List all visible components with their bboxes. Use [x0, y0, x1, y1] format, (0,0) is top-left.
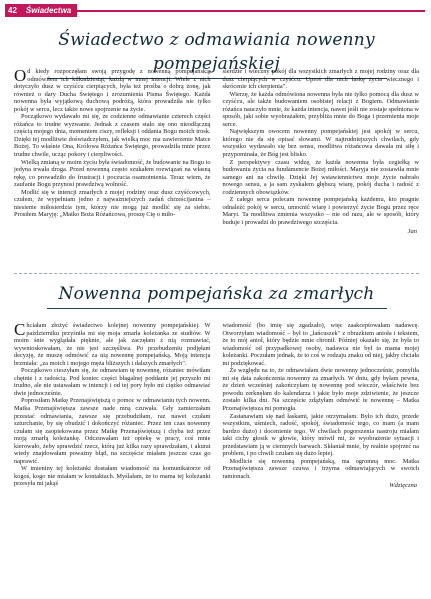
paragraph: Wierzę, że każda odmówiona nowenna była nie tylko pomocą dla dusz w czyśćcu, ale także budowaniem osobistej relacji z Bogiem. Odmawianie różańca nauczyło mnie, że każda intencja, nawet jeśli nie zostaje spełniona w sposób, jaki sobie wyobrażałem, przybliża mnie do Boga i przemienia moje serce.	[222, 90, 419, 128]
header-rule	[77, 10, 425, 12]
page-header	[0, 0, 431, 21]
article-title: Nowenna pompejańska za zmarłych	[47, 282, 387, 309]
page-number: 42	[5, 4, 20, 17]
paragraph: Początkowo cieszyłam się, że odmawiam tę nowennę, różaniec mówiłam chętnie i z radością. Pod koniec części błagalnej poddanie jej przyszło mi trudno, ale nie ustawałam w intencji i od tej pory było mi ciężko odmawiać dwie jednocześnie.	[14, 367, 211, 397]
paragraph: Poprosiłam Matkę Przenajświętszą o pomoc w odmawianiu tych nowenn. Matka Przenajświętsza zawsze nade mną czuwała. Gdy zamierzałam przestać odmawiania, zawsze się przebudziłam, raz nawet czułam szturchanie, by się obudzić i dokończyć różaniec. Przez ten czas nowenny czułam się zaopiekowana przez Matkę Przenajświętszą i chyba też przez moją zmarłą koleżankę. Odczuwałam też opiekę w pracy, coś mnie kierowało, żeby sprawdzić rzecz, którą już kilka razy sprawdzałam, i akurat wtedy znajdowałam poważny błąd, na szczęście miałam jeszcze czas go naprawić.	[14, 397, 211, 465]
paragraph: Wielką zmianą w moim życiu była świadomość, że budowanie na Bogu to jedyna trwała droga. Przed nowenną często szukałem rozwiązań na własną rękę, co prowadziło do frustracji i poczucia osamotnienia. Teraz wiem, że zaufanie Bogu przynosi prawdziwą wolność.	[14, 158, 211, 189]
article-title: Świadectwo z odmawiania nowenny pompejańskiej	[47, 28, 387, 79]
drop-cap: O	[14, 66, 27, 85]
paragraph: Zastanawiam się nad łaskami, jakie otrzymałam. Było ich dużo, przede wszystkim, uśmiech, radość, spokój, świadomość tego, co mam (a mam bardzo dużo) i docenienie tego. W chwilach pogorszenia nastroju miałam taki cichy głosik w głowie, który mówił mi, że wyobrażenie sytuacji i przedstawiam ją w ciemnych barwach. Skłaniał mnie, by realnie spojrzeć na problem, i po chwili czułam się dużo lepiej.	[222, 412, 419, 458]
paragraph: Od kiedy rozpoczęłam swoją przygodę z nowenną pompejańską, odmówiłem ich kilkadziesiąt, każdą w innej intencji. Wiele z nich dotyczyło dusz w czyśćcu cierpiących, była też prośba o dobrą żonę, jak również o dary Ducha Świętego i zrozumienia Pisma Świętego. Każda nowenna była wyjątkową duchową podróżą, która prowadziła nie tylko pokój w sercu, lecz także nowe spojrzenie na życie.	[14, 66, 211, 113]
article-column-left	[14, 322, 211, 490]
paragraph: Największym owocem nowenny pompejańskiej jest spokój w sercu, którego nie da się opisać słowami. W najtrudniejszych chwilach, gdy wszystko wydawało się bez sensu, modlitwa różańcowa dawała mi siłę i przypominała, że Bóg jest blisko.	[222, 128, 419, 159]
author-signature: Jan	[407, 228, 417, 236]
paragraph: Z perspektywy czasu widzę, że każda nowenna była cegiełką w budowaniu życia na fundamencie Bożej miłości. Maryja nie zostawiła mnie samego ani na chwilę. Dzięki Jej wstawiennictwu moje życie nabrało nowego sensu, a ja sam zyskałem głębszą wiarę, pokój ducha i radość z codziennych obowiązków.	[222, 158, 419, 196]
drop-cap: C	[14, 320, 26, 339]
article-column-right	[223, 68, 420, 236]
author-signature: Wdzięczna	[389, 482, 417, 490]
article-divider	[14, 273, 419, 274]
paragraph: Chciałam złożyć świadectwo kolejnej nowenny pompejańskiej. W październiku przyśniła mi się moja zmarła koleżanka ze studiów. W moim śnie wyglądała pięknie, ale jak zaczęłam z nią rozmawiać, wywnioskowałam, że nie jest szczęśliwa. Po przebudzeniu podjęłam decyzję, że muszę odmówić za nią nowennę pompejańską. Moją intencja brzmiała: „za moich i mojego męża bliższych i dalszych zmarłych".	[14, 320, 211, 367]
paragraph: sierdzie i wieczny pokój dla wszystkich zmarłych z mojej rodziny oraz dla dusz cierpiących w czyśćcu. Uproś dla nich łaskę życia wiecznego i skrócenie ich cierpienia".	[222, 68, 419, 91]
section-title: Świadectwa	[20, 4, 77, 17]
article-novena-deceased	[14, 278, 419, 596]
paragraph: W imieniny tej koleżanki dostałam wiadomość na komunikatorze od kogoś, kogo nie miałam w kontaktach. Myślałam, że to mama tej koleżanki przesyła mi jakąś	[14, 465, 211, 488]
article-column-right	[223, 322, 420, 490]
paragraph: Z całego serca polecam nowennę pompejańską każdemu, kto pragnie odnaleźć pokój w sercu, umocnić wiarę i powierzyć życie Bogu przez ręce Maryi. Ta modlitwa zmienia wszystko – nie od razu, ale w sposób, który buduje i prowadzi do prawdziwego szczęścia.	[222, 196, 419, 226]
paragraph: Że względu na to, że odmawiałam dwie nowenny jednocześnie, pomyliła mi się data zakończenia nowenny za zmarłych. W dniu, gdy byłam pewna, że dzień wcześniej zakończyłam tę nowennę pod wieczór, właściwie bez powodu zerknęłam do kalendarza i jakie było moje zdziwienie, że jeszcze zostało kilka dni. Na szczęście zdążyłam odmówić te nowennę – Matka Przenajświętsza mi pomogła.	[222, 367, 419, 413]
paragraph: Modlicie się nowenną pompejańską, ma ogromną moc. Matka Przenajświętsza zawsze czuwa i trzyma odmawiających w swoich ramionach.	[222, 457, 419, 480]
article-testimony-novena	[14, 24, 419, 271]
paragraph: wiadomość (bo imię się zgadzało), więc zaakceptowałam nadawcę. Otworzyłam wiadomość – był to „łańcuszek" z obrazkiem anioła i tekstem, że to mój anioł, który będzie mnie chronił. Później okazało się, że była to wiadomość od przypadkowej osoby, nadawca nie był ta mama mojej koleżanki. Poczułam jednak, że to coś w rodzaju znaku od niej, jakby chciała mi podziękować.	[222, 322, 419, 367]
paragraph: Początkowo wydawało mi się, że codzienne odmawianie czterech części różańca to trudne wyzwanie. Jednak z czasem stało się ono nieodłączną częścią mojego dnia, momentem ciszy, refleksji i oddania Bogu moich trosk. Dzięki tej modlitwie doświadczyłem, jak wielką moc ma zawierzenie Matce Bożej. To właśnie Ona, Królowa Różańca Świętego, prowadziła mnie przez trudne chwile, ucząc pokory i cierpliwości.	[14, 113, 211, 159]
paragraph: Modlić się w intencji zmarłych z mojej rodziny oraz dusz czyśćcowych, czułem, że wypełniam jedno z najważniejszych zadań chrześcijanina – niesienie miłosierdzia tym, którzy nie mogą już modlić się za siebie. Prosiłem Maryję: „Matko Boża Różańcowa, proszę Cię o miło-	[14, 188, 211, 219]
article-column-left	[14, 68, 211, 236]
